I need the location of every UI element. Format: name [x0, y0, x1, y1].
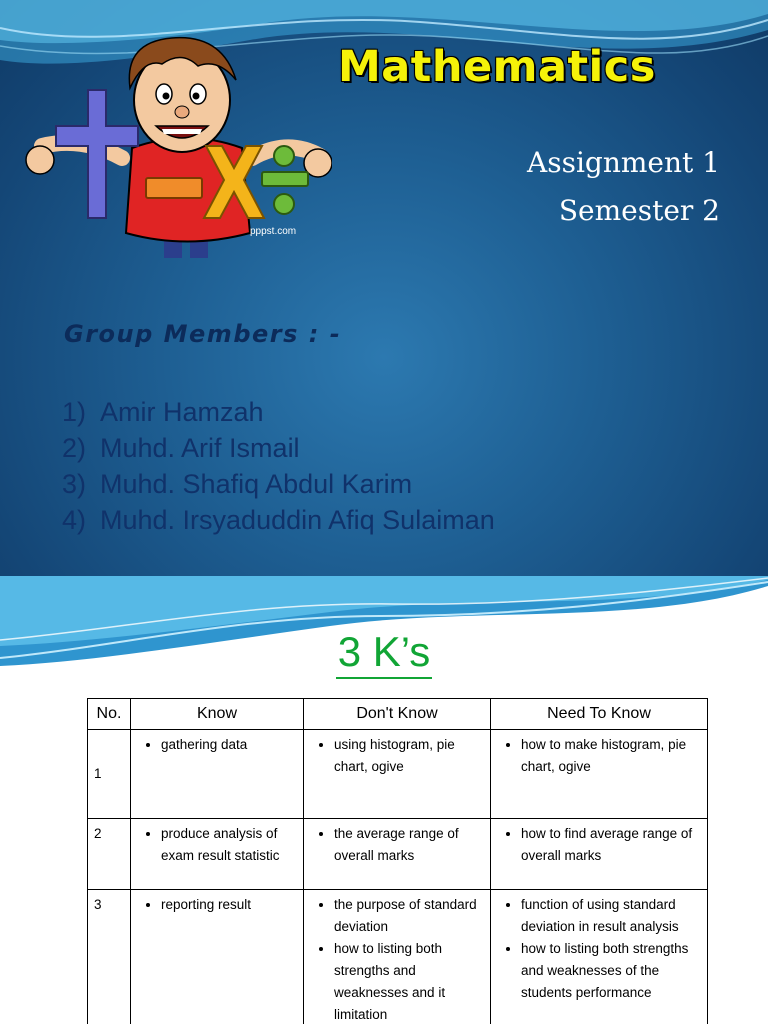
slide-2: [0, 576, 768, 1024]
group-members-list: [62, 394, 495, 538]
header-need-to-know: Need To Know: [491, 699, 708, 730]
table-header-row: [88, 699, 708, 730]
header-dont-know: Don't Know: [304, 699, 491, 730]
semester-label: Semester 2: [558, 194, 720, 227]
cartoon-credit: pppst.com: [250, 226, 297, 237]
three-ks-table: [87, 698, 708, 1024]
assignment-label: Assignment 1: [527, 146, 720, 179]
member-item: 2) Muhd. Arif Ismail: [62, 433, 300, 463]
table-row: 1 • gathering data • using histogram, pie chart, ogive • how to make histogram, pie chart, ogive: [88, 730, 708, 819]
member-item: 1) Amir Hamzah: [62, 397, 264, 427]
math-boy-illustration: [22, 28, 332, 260]
slide-1-title: Mathematics: [338, 42, 656, 92]
header-no: No.: [88, 699, 131, 730]
member-item: 4) Muhd. Irsyaduddin Afiq Sulaiman: [62, 505, 495, 535]
member-item: 3) Muhd. Shafiq Abdul Karim: [62, 469, 413, 499]
group-members-heading: Group Members : -: [64, 320, 342, 348]
header-know: Know: [131, 699, 304, 730]
slide-2-title: 3 K’s: [0, 628, 768, 676]
table-row: 2 • produce analysis of exam result statistic • the average range of overall marks • how to find average range of overall marks: [88, 819, 708, 890]
table-row: 3 • reporting result • the purpose of standard deviation • how to listing both strengths and weaknesses and it limitation • function of using standard deviation in result analysis • how to listing both strengths and weaknesses of the students performance: [88, 890, 708, 1024]
